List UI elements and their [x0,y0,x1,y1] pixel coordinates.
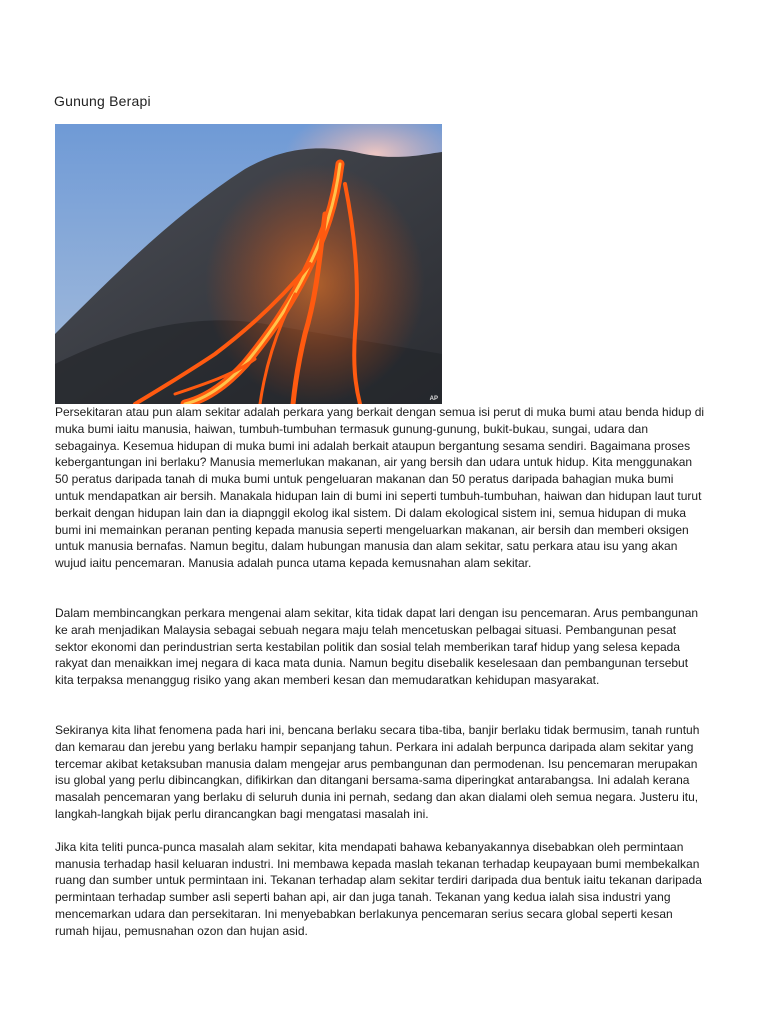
volcano-illustration [55,124,442,404]
paragraph-4: Jika kita teliti punca-punca masalah alam sekitar, kita mendapati bahawa kebanyakannya disebabkan oleh permintaan manusia terhadap hasil keluaran industri. Ini membawa kepada maslah tekanan terhadap keupayaan bumi membekalkan ruang dan sumber untuk permintaan ini. Tekanan terhadap alam sekitar terdiri daripada dua bentuk iaitu tekanan daripada permintaan terhadap sumber asli seperti bahan api, air dan juga tanah. Tekanan yang kedua ialah sisa industri yang mencemarkan udara dan persekitaran. Ini menyebabkan berlakunya pencemaran serius secara global seperti kesan rumah hijau, pemusnahan ozon dan hujan asid. [55,839,702,938]
paragraph-1: Persekitaran atau pun alam sekitar adalah perkara yang berkait dengan semua isi perut di muka bumi atau benda hidup di muka bumi iaitu manusia, haiwan, tumbuh-tumbuhan termasuk gunung-gunung, bukit-bukau, sungai, udara dan sebagainya. Kesemua hidupan di muka bumi ini adalah berkait ataupun bergantung sesama sendiri. Bagaimana proses kebergantungan ini berlaku? Manusia memerlukan makanan, air yang bersih dan udara untuk hidup. Kita menggunakan 50 peratus daripada tanah di muka bumi untuk pengeluaran makanan dan 50 peratus daripada bahagian muka bumi untuk mendapatkan air bersih. Manakala hidupan lain di bumi ini seperti tumbuh-tumbuhan, haiwan dan hidupan laut turut berkait dengan hidupan lain dan ia diapnggil ekolog ikal sistem. Di dalam ekological sistem ini, semua hidupan di muka bumi ini memainkan peranan penting kepada manusia seperti mengeluarkan makanan, air bersih dan memberi oksigen untuk manusia bernafas. Namun begitu, dalam hubungan manusia dan alam sekitar, satu perkara atau isu yang akan wujud iaitu pencemaran. Manusia adalah punca utama kepada kemusnahan alam sekitar. [55,405,705,571]
page-title: Gunung Berapi [54,93,151,109]
paragraph-3: Sekiranya kita lihat fenomena pada hari ini, bencana berlaku secara tiba-tiba, banjir berlaku tidak bermusim, tanah runtuh dan kemarau dan jerebu yang berlaku hampir sepanjang tahun. Perkara ini adalah berpunca daripada alam sekitar yang tercemar akibat ketaksuban manusia dalam mengejar arus pembangunan dan permodenan. Isu pencemaran merupakan isu global yang perlu dibincangkan, difikirkan dan ditangani bersama-sama diperingkat antarabangsa. Ini adalah kerana masalah pencemaran yang berlaku di seluruh dunia ini pernah, sedang dan akan dialami oleh semua negara. Justeru itu, langkah-langkah bijak perlu dirancangkan bagi mengatasi masalah ini. [55,722,700,821]
paragraph-2: Dalam membincangkan perkara mengenai alam sekitar, kita tidak dapat lari dengan isu pencemaran. Arus pembangunan ke arah menjadikan Malaysia sebagai sebuah negara maju telah mencetuskan pelbagai situasi. Pembangunan pesat sektor ekonomi dan perindustrian serta kestabilan politik dan sosial telah memberikan taraf hidup yang selesa kepada rakyat dan menaikkan imej negara di kaca mata dunia. Namun begitu disebalik keselesaan dan pembangunan tersebut kita terpaksa menanggug risiko yang akan memberi kesan dan memudaratkan kehidupan masyarakat. [55,605,699,688]
article-body [55,404,705,956]
volcano-photo [55,124,442,404]
photo-credit: AP [429,396,438,402]
